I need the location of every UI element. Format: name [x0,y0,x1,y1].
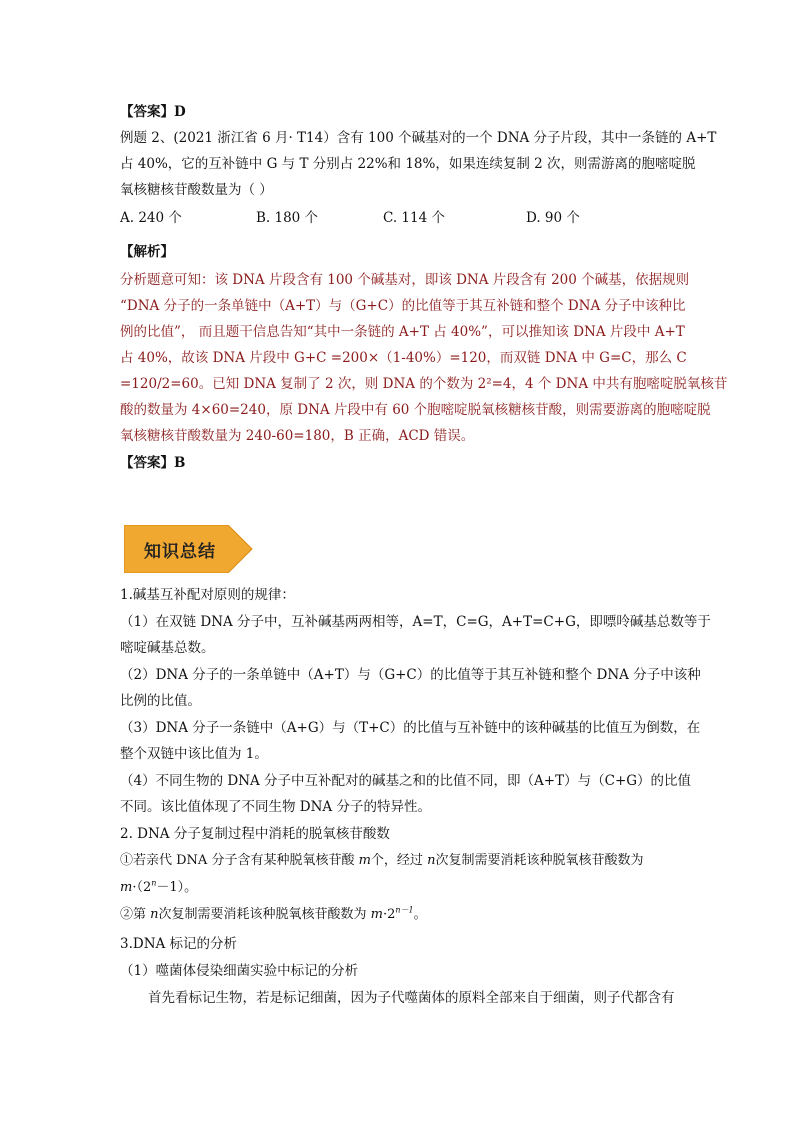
answer-1: 【答案】D [120,104,186,120]
summary-point-4: （4）不同生物的 DNA 分子中互补配对的碱基之和的比值不同，即（A+T）与（C+G）的比值 [120,773,692,789]
option-c: C. 114 个 [383,210,445,226]
option-a: A. 240 个 [120,210,182,226]
example-line-1: 例题 2、(2021 浙江省 6 月· T14）含有 100 个碱基对的一个 DNA 分子片段，其中一条链的 A+T [120,130,717,146]
option-b: B. 180 个 [256,210,319,226]
summary-point-2-cont: 比例的比值。 [120,693,201,709]
analysis-line: 氧核糖核苷酸数量为 240-60=180，B 正确，ACD 错误。 [120,428,475,444]
subsection-1-title: （1）噬菌体侵染细菌实验中标记的分析 [120,963,359,979]
summary-point-3: （3）DNA 分子一条链中（A+G）与（T+C）的比值与互补链中的该种碱基的比值互为倒数，在 [120,720,701,736]
example-line-3: 氧核糖核苷酸数量为（ ） [120,182,273,198]
answer-2: 【答案】B [120,455,186,471]
analysis-line: 占 40%，故该 DNA 片段中 G+C =200×（1-40%）=120，而双链 DNA 中 G=C，那么 C [120,350,687,366]
summary-point-1: （1）在双链 DNA 分子中，互补碱基两两相等，A=T，C=G，A+T=C+G，即嘌呤碱基总数等于 [120,614,711,630]
summary-point-4-cont: 不同。该比值体现了不同生物 DNA 分子的特异性。 [120,799,431,815]
summary-point-2: （2）DNA 分子的一条单链中（A+T）与（G+C）的比值等于其互补链和整个 DNA 分子中该种 [120,667,701,683]
subsection-1-paragraph: 首先看标记生物，若是标记细菌，因为子代噬菌体的原料全部来自于细菌，则子代都含有 [148,990,675,1006]
summary-heading-2: 2. DNA 分子复制过程中消耗的脱氧核苷酸数 [120,826,390,842]
summary-heading-1: 1.碱基互补配对原则的规律： [120,587,295,603]
summary-heading-3: 3.DNA 标记的分析 [120,936,238,952]
replication-rule-2: ②第 n次复制需要消耗该种脱氧核苷酸数为 $m\cdot 2^{n-1}$。 [120,905,427,922]
example-line-2: 占 40%，它的互补链中 G 与 T 分别占 22%和 18%，如果连续复制 2 次，则需游离的胞嘧啶脱 [120,156,696,172]
banner-title: 知识总结 [144,542,216,562]
replication-rule-1-formula: $m\cdot(2^n-1)$。 [120,878,198,895]
replication-rule-1: ①若亲代 DNA 分子含有某种脱氧核苷酸 m个，经过 n次复制需要消耗该种脱氧核苷酸数为 [120,853,644,868]
analysis-line: 例的比值”， 而且题干信息告知“其中一条链的 A+T 占 40%”，可以推知该 DNA 片段中 A+T [120,324,685,340]
knowledge-summary-banner [124,525,254,573]
analysis-line: 酸的数量为 4×60=240，原 DNA 片段中有 60 个胞嘧啶脱氧核糖核苷酸，则需要游离的胞嘧啶脱 [120,402,711,418]
summary-point-3-cont: 整个双链中该比值为 1。 [120,746,268,762]
summary-point-1-cont: 嘧啶碱基总数。 [120,640,215,656]
option-d: D. 90 个 [526,210,580,226]
analysis-line: =120/2=60。已知 DNA 复制了 2 次，则 DNA 的个数为 2²=4，4 个 DNA 中共有胞嘧啶脱氧核苷 [120,376,728,392]
analysis-label: 【解析】 [120,244,174,260]
analysis-line: “DNA 分子的一条单链中（A+T）与（G+C）的比值等于其互补链和整个 DNA 分子中该种比 [120,298,686,314]
analysis-line: 分析题意可知：该 DNA 片段含有 100 个碱基对，即该 DNA 片段含有 200 个碱基，依据规则 [120,272,690,288]
